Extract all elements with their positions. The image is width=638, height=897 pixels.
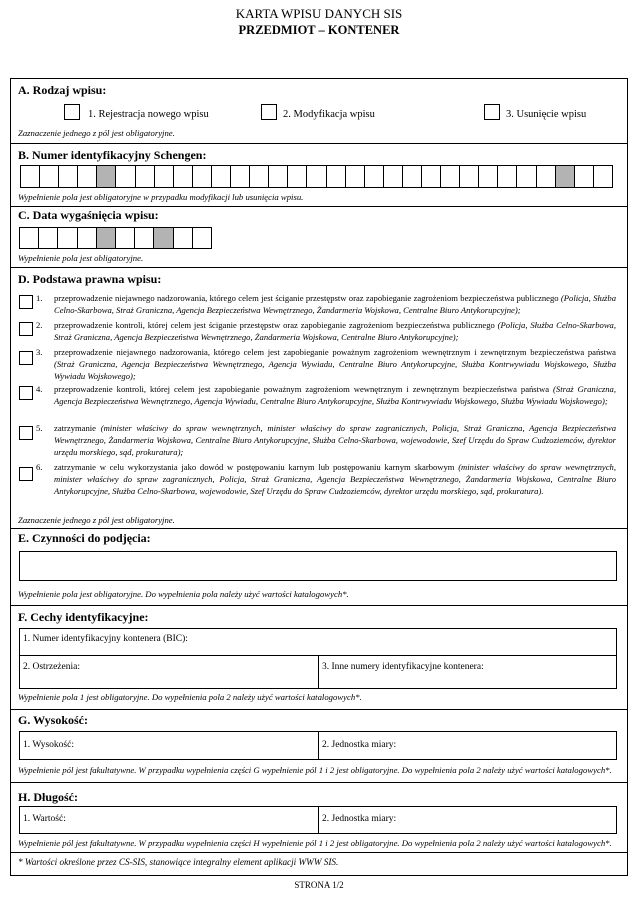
section-f-note: Wypełnienie pola 1 jest obligatoryjne. Do wypełnienia pola 2 należy użyć wartości katalogowych*. (18, 692, 362, 702)
schengen-id-digit-cell[interactable] (478, 165, 498, 188)
schengen-id-separator-cell (555, 165, 575, 188)
other-ids-label: 3. Inne numery identyfikacyjne kontenera: (322, 662, 484, 672)
schengen-id-digit-cell[interactable] (516, 165, 536, 188)
section-h-heading: H. Długość: (18, 790, 78, 804)
section-f-heading: F. Cechy identyfikacyjne: (18, 610, 149, 624)
legal-basis-2-authorities: (Policja, Służba Celno-Skarbowa, Straż Graniczna, Agencja Bezpieczeństwa Wewnętrznego, Żandarmeria Wojskowa, Centralne Biuro Antykorupcyjne); (54, 320, 616, 342)
legal-basis-6-number: 6. (36, 462, 43, 472)
container-bic-label: 1. Numer identyfikacyjny kontenera (BIC): (23, 634, 188, 644)
section-divider (10, 605, 628, 606)
actions-input[interactable] (19, 551, 617, 581)
section-g-note: Wypełnienie pól jest fakultatywne. W przypadku wypełnienia części G wypełnienie pól 1 i 2 jest obligatoryjne. Do wypełnienia pola 2 należy użyć wartości katalogowych*. (18, 765, 612, 775)
height-unit-label: 2. Jednostka miary: (322, 740, 397, 750)
legal-basis-6-description: zatrzymanie w celu wykorzystania jako dowód w postępowaniu karnym lub postępowaniu karnym skarbowym (54, 462, 455, 472)
legal-basis-3-checkbox[interactable] (19, 351, 33, 365)
length-unit-label: 2. Jednostka miary: (322, 814, 397, 824)
height-value-field[interactable] (20, 732, 318, 759)
schengen-id-digit-cell[interactable] (39, 165, 59, 188)
expiry-date-separator-cell (96, 227, 116, 249)
form-subtitle: PRZEDMIOT – KONTENER (238, 23, 400, 37)
container-bic-field[interactable] (20, 629, 616, 655)
schengen-id-digit-cell[interactable] (287, 165, 307, 188)
warnings-field[interactable] (20, 656, 318, 688)
legal-basis-3-description: przeprowadzenie niejawnego nadzorowania, którego celem jest zapobieganie poważnym zagrożeniom wewnętrznym i zewnętrznym bezpieczeństwa państwa (54, 347, 616, 357)
expiry-date-digit-cell[interactable] (38, 227, 58, 249)
schengen-id-digit-cell[interactable] (402, 165, 422, 188)
legal-basis-5-text (54, 422, 616, 458)
entry-type-modify-label: 2. Modyfikacja wpisu (283, 109, 375, 120)
legal-basis-4-authorities: (Straż Graniczna, Agencja Bezpieczeństwa Wewnętrznego, Agencja Wywiadu, Centralne Biuro Antykorupcyjne, Służba Kontrwywiadu Wojskowego, Służba Wywiadu Wojskowego); (54, 384, 616, 406)
section-divider (10, 709, 628, 710)
section-divider (10, 206, 628, 207)
other-ids-field[interactable] (319, 656, 616, 688)
schengen-id-separator-cell (96, 165, 116, 188)
expiry-date-digit-cell[interactable] (19, 227, 39, 249)
section-divider (10, 782, 628, 783)
legal-basis-1-checkbox[interactable] (19, 295, 33, 309)
legal-basis-4-description: przeprowadzenie kontroli, której celem jest zapobieganie poważnym zagrożeniom wewnętrznym i zewnętrznym bezpieczeństwa państwa (54, 384, 550, 394)
section-divider (10, 143, 628, 144)
legal-basis-3-number: 3. (36, 347, 43, 357)
entry-type-delete-label: 3. Usunięcie wpisu (506, 109, 587, 120)
schengen-id-digit-cell[interactable] (115, 165, 135, 188)
schengen-id-digit-cell[interactable] (440, 165, 460, 188)
schengen-id-digit-cell[interactable] (383, 165, 403, 188)
legal-basis-2-checkbox[interactable] (19, 322, 33, 336)
section-divider (10, 852, 628, 853)
length-value-field[interactable] (20, 807, 318, 833)
schengen-id-digit-cell[interactable] (154, 165, 174, 188)
entry-type-new-checkbox[interactable] (64, 104, 80, 120)
entry-type-new-label: 1. Rejestracja nowego wpisu (88, 109, 209, 120)
legal-basis-2-description: przeprowadzenie kontroli, której celem jest ściganie przestępstw oraz zapobieganie zagrożeniom bezpieczeństwa publicznego (54, 320, 495, 330)
schengen-id-digit-cell[interactable] (211, 165, 231, 188)
page-number: STRONA 1/2 (294, 880, 344, 890)
section-b-note: Wypełnienie pola jest obligatoryjne w przypadku modyfikacji lub usunięcia wpisu. (18, 192, 304, 202)
schengen-id-digit-cell[interactable] (77, 165, 97, 188)
legal-basis-4-checkbox[interactable] (19, 386, 33, 400)
schengen-id-digit-cell[interactable] (593, 165, 613, 188)
legal-basis-3-authorities: (Straż Graniczna, Agencja Bezpieczeństwa Wewnętrznego, Agencja Wywiadu, Centralne Biuro Antykorupcyjne, Służba Kontrwywiadu Wojskowego, Służba Wywiadu Wojskowego); (54, 359, 616, 381)
legal-basis-5-description: zatrzymanie (54, 423, 96, 433)
legal-basis-3-text (54, 346, 616, 382)
schengen-id-digit-cell[interactable] (364, 165, 384, 188)
legal-basis-2-number: 2. (36, 320, 43, 330)
section-d-heading: D. Podstawa prawna wpisu: (18, 272, 162, 286)
schengen-id-digit-cell[interactable] (230, 165, 250, 188)
schengen-id-digit-cell[interactable] (58, 165, 78, 188)
section-e-note: Wypełnienie pola jest obligatoryjne. Do wypełnienia pola należy użyć wartości katalogowych*. (18, 589, 349, 599)
warnings-label: 2. Ostrzeżenia: (23, 662, 80, 672)
expiry-date-separator-cell (153, 227, 173, 249)
entry-type-modify-checkbox[interactable] (261, 104, 277, 120)
expiry-date-digit-cell[interactable] (173, 227, 193, 249)
entry-type-delete-checkbox[interactable] (484, 104, 500, 120)
schengen-id-digit-cell[interactable] (20, 165, 40, 188)
schengen-id-digit-cell[interactable] (173, 165, 193, 188)
section-c-note: Wypełnienie pola jest obligatoryjne. (18, 253, 144, 263)
legal-basis-1-description: przeprowadzenie niejawnego nadzorowania, którego celem jest ściganie przestępstw oraz zapobieganie zagrożeniom bezpieczeństwa publicznego (54, 293, 559, 303)
legal-basis-2-text (54, 319, 616, 343)
expiry-date-digit-cell[interactable] (57, 227, 77, 249)
schengen-id-field (20, 165, 612, 188)
legal-basis-4-number: 4. (36, 384, 43, 394)
section-a-note: Zaznaczenie jednego z pól jest obligatoryjne. (18, 128, 175, 138)
legal-basis-6-checkbox[interactable] (19, 467, 33, 481)
section-g-heading: G. Wysokość: (18, 713, 89, 727)
section-d-note: Zaznaczenie jednego z pól jest obligatoryjne. (18, 515, 175, 525)
schengen-id-digit-cell[interactable] (249, 165, 269, 188)
legal-basis-6-text (54, 461, 616, 497)
legal-basis-1-text (54, 292, 616, 316)
expiry-date-digit-cell[interactable] (192, 227, 212, 249)
expiry-date-field (19, 227, 211, 249)
schengen-id-digit-cell[interactable] (306, 165, 326, 188)
schengen-id-digit-cell[interactable] (192, 165, 212, 188)
schengen-id-digit-cell[interactable] (421, 165, 441, 188)
legal-basis-5-checkbox[interactable] (19, 426, 33, 440)
schengen-id-digit-cell[interactable] (459, 165, 479, 188)
height-table (19, 731, 617, 760)
legal-basis-5-number: 5. (36, 423, 43, 433)
schengen-id-digit-cell[interactable] (345, 165, 365, 188)
identification-table (19, 628, 617, 689)
legal-basis-6-authorities: (minister właściwy do spraw wewnętrznych, minister właściwy do spraw zagranicznych, Policja, Straż Graniczna, Agencja Bezpieczeństwa Wewnętrznego, Żandarmeria Wojskowa, Centralne Biuro Antykorupcyjne, Służba Celno-Skarbowa, wojewodowie, Szef Urzędu do Spraw Cudzoziemców, dyrektor urzędu morskiego, sąd, prokuratura). (54, 462, 616, 496)
schengen-id-digit-cell[interactable] (574, 165, 594, 188)
length-value-label: 1. Wartość: (23, 814, 66, 824)
schengen-id-digit-cell[interactable] (326, 165, 346, 188)
schengen-id-digit-cell[interactable] (536, 165, 556, 188)
legal-basis-1-authorities: (Policja, Służba Celno-Skarbowa, Straż Graniczna, Agencja Bezpieczeństwa Wewnętrznego, Żandarmeria Wojskowa, Centralne Biuro Antykorupcyjne); (54, 293, 616, 315)
legal-basis-4-text (54, 383, 616, 407)
height-unit-field[interactable] (319, 732, 616, 759)
section-a-heading: A. Rodzaj wpisu: (18, 83, 107, 97)
expiry-date-digit-cell[interactable] (115, 227, 135, 249)
section-divider (10, 528, 628, 529)
section-c-heading: C. Data wygaśnięcia wpisu: (18, 208, 159, 222)
schengen-id-digit-cell[interactable] (135, 165, 155, 188)
expiry-date-digit-cell[interactable] (77, 227, 97, 249)
section-e-heading: E. Czynności do podjęcia: (18, 531, 151, 545)
height-value-label: 1. Wysokość: (23, 740, 74, 750)
expiry-date-digit-cell[interactable] (134, 227, 154, 249)
length-unit-field[interactable] (319, 807, 616, 833)
section-b-heading: B. Numer identyfikacyjny Schengen: (18, 148, 207, 162)
section-h-note: Wypełnienie pól jest fakultatywne. W przypadku wypełnienia części H wypełnienie pól 1 i 2 jest obligatoryjne. Do wypełnienia pola 2 należy użyć wartości katalogowych*. (18, 838, 612, 848)
schengen-id-digit-cell[interactable] (497, 165, 517, 188)
section-divider (10, 267, 628, 268)
catalog-footnote: * Wartości określone przez CS-SIS, stanowiące integralny element aplikacji WWW SIS. (18, 857, 339, 867)
legal-basis-1-number: 1. (36, 293, 43, 303)
length-table (19, 806, 617, 834)
form-title: KARTA WPISU DANYCH SIS (235, 6, 403, 21)
legal-basis-5-authorities: (minister właściwy do spraw wewnętrznych, minister właściwy do spraw zagranicznych, Policja, Straż Graniczna, Agencja Bezpieczeństwa Wewnętrznego, Żandarmeria Wojskowa, Centralne Biuro Antykorupcyjne, Służba Celno-Skarbowa, wojewodowie, Szef Urzędu do Spraw Cudzoziemców, dyrektor urzędu morskiego, sąd, prokuratura); (54, 423, 616, 457)
schengen-id-digit-cell[interactable] (268, 165, 288, 188)
